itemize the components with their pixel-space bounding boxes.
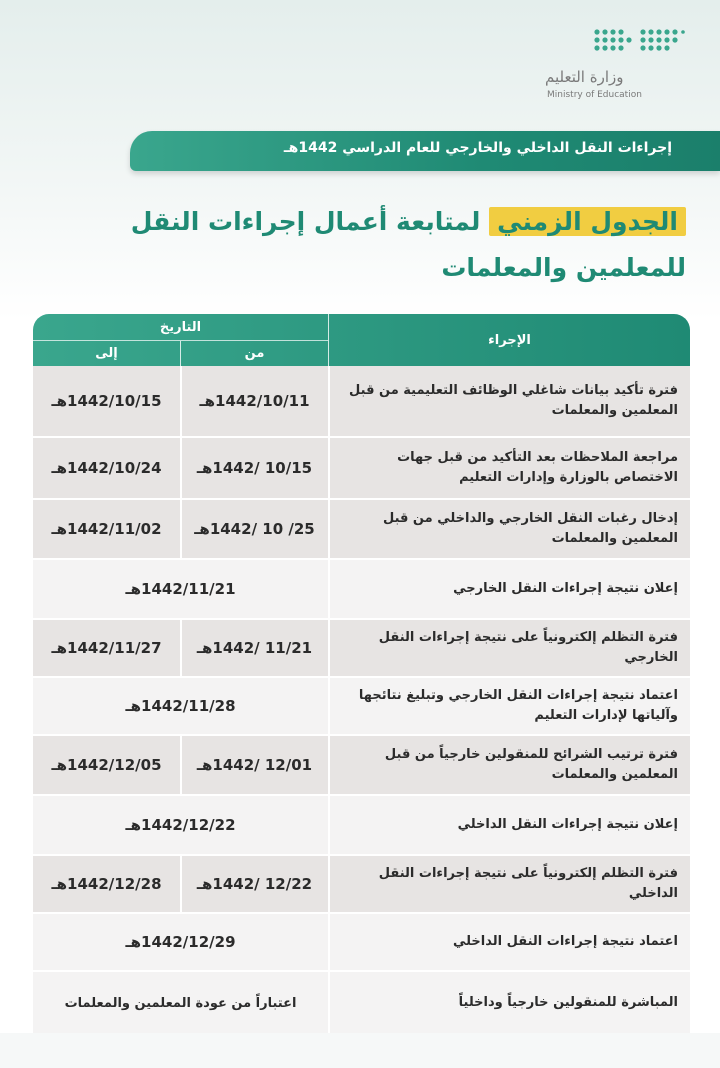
column-divider xyxy=(180,500,182,558)
column-divider xyxy=(328,620,330,676)
top-banner xyxy=(130,131,720,171)
footer-band xyxy=(0,1033,720,1068)
title-rest: لمتابعة أعمال إجراءات النقل xyxy=(130,207,490,236)
column-divider xyxy=(180,366,182,436)
from-date-cell: 11/21 /1442هـ xyxy=(196,639,313,657)
column-divider xyxy=(328,736,330,794)
header-procedure: الإجراء xyxy=(488,332,531,348)
procedure-cell: فترة التظلم إلكترونياً على نتيجة إجراءات النقل الخارجي xyxy=(378,629,678,665)
table-row xyxy=(33,796,690,856)
date-cell: اعتباراً من عودة المعلمين والمعلمات xyxy=(64,995,297,1011)
from-date-cell: 12/22 /1442هـ xyxy=(196,875,313,893)
ministry-logo xyxy=(545,28,695,108)
column-divider xyxy=(328,438,330,498)
table-row xyxy=(33,678,690,736)
page-title xyxy=(131,207,686,236)
procedure-cell: فترة التظلم إلكترونياً على نتيجة إجراءات النقل الداخلي xyxy=(378,865,678,901)
column-divider xyxy=(328,856,330,912)
procedure-cell: إعلان نتيجة إجراءات النقل الداخلي xyxy=(457,816,678,832)
table-row xyxy=(33,972,690,1034)
column-divider xyxy=(328,972,330,1034)
header-subdivider xyxy=(180,341,181,366)
column-divider xyxy=(328,366,330,436)
table-row xyxy=(33,856,690,914)
ministry-name-en: Ministry of Education xyxy=(547,90,642,100)
date-cell: 1442/11/28هـ xyxy=(125,697,236,715)
column-divider xyxy=(180,736,182,794)
table-row xyxy=(33,620,690,678)
column-divider xyxy=(328,560,330,618)
procedure-cell: فترة تأكيد بيانات شاغلي الوظائف التعليمية من قبل المعلمين والمعلمات xyxy=(349,382,678,418)
column-divider xyxy=(328,500,330,558)
header-date: التاريخ xyxy=(33,314,328,341)
to-date-cell: 1442/12/05هـ xyxy=(51,756,162,774)
from-date-cell: 12/01 /1442هـ xyxy=(196,756,313,774)
procedure-cell: إدخال رغبات النقل الخارجي والداخلي من قبل المعلمين والمعلمات xyxy=(382,510,678,546)
schedule-table xyxy=(33,314,690,1034)
from-date-cell: 25/ 10 /1442هـ xyxy=(194,520,315,538)
header-divider xyxy=(328,314,329,366)
date-cell: 1442/12/29هـ xyxy=(125,933,236,951)
table-row xyxy=(33,914,690,972)
date-cell: 1442/11/21هـ xyxy=(125,580,236,598)
column-divider xyxy=(328,796,330,854)
table-row xyxy=(33,560,690,620)
from-date-cell: 10/15 /1442هـ xyxy=(196,459,313,477)
table-row xyxy=(33,366,690,438)
to-date-cell: 1442/12/28هـ xyxy=(51,875,162,893)
procedure-cell: المباشرة للمنقولين خارجياً وداخلياً xyxy=(458,994,678,1010)
procedure-cell: اعتماد نتيجة إجراءات النقل الخارجي وتبليغ نتائجها وآلياتها لإدارات التعليم xyxy=(358,687,678,723)
table-row xyxy=(33,438,690,500)
table-header xyxy=(33,314,690,366)
to-date-cell: 1442/10/24هـ xyxy=(51,459,162,477)
date-cell: 1442/12/22هـ xyxy=(125,816,236,834)
column-divider xyxy=(180,856,182,912)
to-date-cell: 1442/11/02هـ xyxy=(51,520,162,538)
to-date-cell: 1442/10/15هـ xyxy=(51,392,162,410)
table-row xyxy=(33,736,690,796)
to-date-cell: 1442/11/27هـ xyxy=(51,639,162,657)
column-divider xyxy=(180,438,182,498)
procedure-cell: مراجعة الملاحظات بعد التأكيد من قبل جهات الاختصاص بالوزارة وإدارات التعليم xyxy=(397,449,678,485)
page-subtitle: للمعلمين والمعلمات xyxy=(441,253,686,282)
column-divider xyxy=(328,678,330,734)
procedure-cell: إعلان نتيجة إجراءات النقل الخارجي xyxy=(453,580,678,596)
column-divider xyxy=(180,620,182,676)
procedure-cell: فترة ترتيب الشرائح للمنقولين خارجياً من قبل المعلمين والمعلمات xyxy=(384,746,678,782)
header-from: من xyxy=(244,346,265,361)
table-row xyxy=(33,500,690,560)
column-divider xyxy=(328,914,330,970)
ministry-name-ar: وزارة التعليم xyxy=(545,68,624,86)
from-date-cell: 1442/10/11هـ xyxy=(199,392,310,410)
title-highlight: الجدول الزمني xyxy=(489,207,686,236)
header-to: إلى xyxy=(95,346,118,361)
logo-dots-icon xyxy=(593,28,685,56)
procedure-cell: اعتماد نتيجة إجراءات النقل الداخلي xyxy=(452,933,678,949)
banner-text: إجراءات النقل الداخلي والخارجي للعام الدراسي 1442هـ xyxy=(283,140,672,156)
